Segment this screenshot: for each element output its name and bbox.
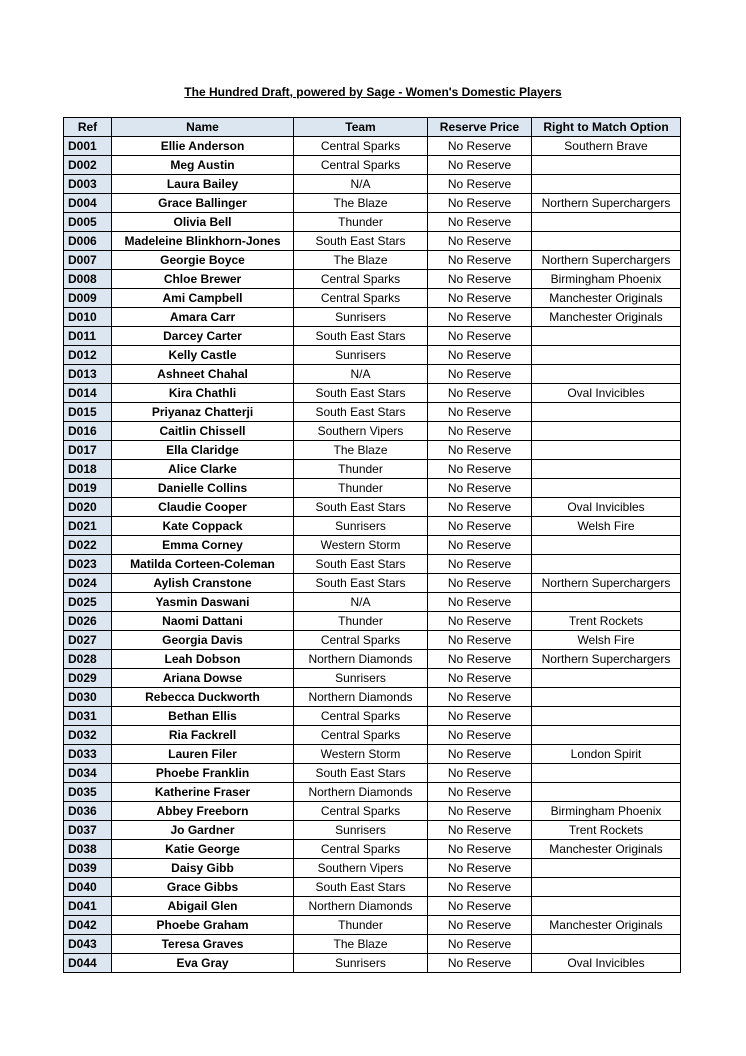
ref-cell: D035 xyxy=(64,783,112,802)
table-row xyxy=(64,859,681,878)
table-row xyxy=(64,213,681,232)
reserve-price-cell: No Reserve xyxy=(428,403,532,422)
name-cell: Phoebe Graham xyxy=(112,916,294,935)
reserve-price-cell: No Reserve xyxy=(428,840,532,859)
header-row xyxy=(64,118,681,137)
table-row xyxy=(64,688,681,707)
team-cell: Sunrisers xyxy=(294,821,428,840)
name-cell: Leah Dobson xyxy=(112,650,294,669)
players-table xyxy=(63,117,681,973)
right-to-match-cell: Manchester Originals xyxy=(532,916,681,935)
right-to-match-cell xyxy=(532,232,681,251)
reserve-price-cell: No Reserve xyxy=(428,954,532,973)
team-cell: Western Storm xyxy=(294,536,428,555)
team-cell: South East Stars xyxy=(294,498,428,517)
name-cell: Olivia Bell xyxy=(112,213,294,232)
team-cell: South East Stars xyxy=(294,232,428,251)
table-body xyxy=(64,137,681,973)
right-to-match-cell: Welsh Fire xyxy=(532,631,681,650)
right-to-match-cell: Southern Brave xyxy=(532,137,681,156)
right-to-match-cell xyxy=(532,707,681,726)
right-to-match-cell xyxy=(532,897,681,916)
team-cell: Sunrisers xyxy=(294,346,428,365)
table-row xyxy=(64,916,681,935)
header-team: Team xyxy=(294,118,428,137)
reserve-price-cell: No Reserve xyxy=(428,612,532,631)
reserve-price-cell: No Reserve xyxy=(428,574,532,593)
ref-cell: D044 xyxy=(64,954,112,973)
team-cell: Thunder xyxy=(294,460,428,479)
ref-cell: D036 xyxy=(64,802,112,821)
table-row xyxy=(64,327,681,346)
table-row xyxy=(64,878,681,897)
ref-cell: D017 xyxy=(64,441,112,460)
table-row xyxy=(64,669,681,688)
ref-cell: D004 xyxy=(64,194,112,213)
right-to-match-cell: Oval Invicibles xyxy=(532,384,681,403)
name-cell: Rebecca Duckworth xyxy=(112,688,294,707)
reserve-price-cell: No Reserve xyxy=(428,669,532,688)
reserve-price-cell: No Reserve xyxy=(428,137,532,156)
team-cell: The Blaze xyxy=(294,251,428,270)
team-cell: South East Stars xyxy=(294,574,428,593)
team-cell: Central Sparks xyxy=(294,707,428,726)
table-row xyxy=(64,840,681,859)
reserve-price-cell: No Reserve xyxy=(428,346,532,365)
ref-cell: D013 xyxy=(64,365,112,384)
ref-cell: D032 xyxy=(64,726,112,745)
table-row xyxy=(64,631,681,650)
reserve-price-cell: No Reserve xyxy=(428,802,532,821)
table-row xyxy=(64,365,681,384)
reserve-price-cell: No Reserve xyxy=(428,365,532,384)
table-row xyxy=(64,194,681,213)
right-to-match-cell xyxy=(532,479,681,498)
ref-cell: D033 xyxy=(64,745,112,764)
ref-cell: D015 xyxy=(64,403,112,422)
table-row xyxy=(64,783,681,802)
team-cell: Central Sparks xyxy=(294,289,428,308)
reserve-price-cell: No Reserve xyxy=(428,384,532,403)
reserve-price-cell: No Reserve xyxy=(428,308,532,327)
right-to-match-cell xyxy=(532,764,681,783)
table-row xyxy=(64,156,681,175)
reserve-price-cell: No Reserve xyxy=(428,441,532,460)
team-cell: Thunder xyxy=(294,479,428,498)
reserve-price-cell: No Reserve xyxy=(428,156,532,175)
table-row xyxy=(64,403,681,422)
reserve-price-cell: No Reserve xyxy=(428,878,532,897)
right-to-match-cell xyxy=(532,688,681,707)
ref-cell: D028 xyxy=(64,650,112,669)
name-cell: Kira Chathli xyxy=(112,384,294,403)
table-row xyxy=(64,498,681,517)
team-cell: South East Stars xyxy=(294,403,428,422)
right-to-match-cell: London Spirit xyxy=(532,745,681,764)
table-row xyxy=(64,764,681,783)
ref-cell: D001 xyxy=(64,137,112,156)
name-cell: Abigail Glen xyxy=(112,897,294,916)
name-cell: Ria Fackrell xyxy=(112,726,294,745)
reserve-price-cell: No Reserve xyxy=(428,593,532,612)
team-cell: N/A xyxy=(294,593,428,612)
team-cell: Northern Diamonds xyxy=(294,897,428,916)
team-cell: South East Stars xyxy=(294,327,428,346)
reserve-price-cell: No Reserve xyxy=(428,270,532,289)
ref-cell: D003 xyxy=(64,175,112,194)
team-cell: South East Stars xyxy=(294,764,428,783)
team-cell: The Blaze xyxy=(294,194,428,213)
right-to-match-cell: Northern Superchargers xyxy=(532,574,681,593)
ref-cell: D023 xyxy=(64,555,112,574)
team-cell: Thunder xyxy=(294,916,428,935)
name-cell: Ami Campbell xyxy=(112,289,294,308)
reserve-price-cell: No Reserve xyxy=(428,783,532,802)
right-to-match-cell xyxy=(532,327,681,346)
team-cell: N/A xyxy=(294,365,428,384)
ref-cell: D041 xyxy=(64,897,112,916)
table-row xyxy=(64,897,681,916)
reserve-price-cell: No Reserve xyxy=(428,479,532,498)
team-cell: Central Sparks xyxy=(294,726,428,745)
name-cell: Kate Coppack xyxy=(112,517,294,536)
right-to-match-cell xyxy=(532,346,681,365)
name-cell: Alice Clarke xyxy=(112,460,294,479)
ref-cell: D021 xyxy=(64,517,112,536)
team-cell: South East Stars xyxy=(294,384,428,403)
name-cell: Ella Claridge xyxy=(112,441,294,460)
team-cell: Northern Diamonds xyxy=(294,688,428,707)
table-row xyxy=(64,232,681,251)
right-to-match-cell: Northern Superchargers xyxy=(532,194,681,213)
name-cell: Bethan Ellis xyxy=(112,707,294,726)
ref-cell: D026 xyxy=(64,612,112,631)
header-ref: Ref xyxy=(64,118,112,137)
team-cell: South East Stars xyxy=(294,878,428,897)
name-cell: Emma Corney xyxy=(112,536,294,555)
reserve-price-cell: No Reserve xyxy=(428,631,532,650)
ref-cell: D025 xyxy=(64,593,112,612)
ref-cell: D034 xyxy=(64,764,112,783)
ref-cell: D039 xyxy=(64,859,112,878)
name-cell: Madeleine Blinkhorn-Jones xyxy=(112,232,294,251)
ref-cell: D019 xyxy=(64,479,112,498)
team-cell: Sunrisers xyxy=(294,517,428,536)
table-row xyxy=(64,935,681,954)
team-cell: Western Storm xyxy=(294,745,428,764)
reserve-price-cell: No Reserve xyxy=(428,745,532,764)
ref-cell: D030 xyxy=(64,688,112,707)
reserve-price-cell: No Reserve xyxy=(428,726,532,745)
right-to-match-cell: Northern Superchargers xyxy=(532,251,681,270)
name-cell: Amara Carr xyxy=(112,308,294,327)
ref-cell: D011 xyxy=(64,327,112,346)
ref-cell: D008 xyxy=(64,270,112,289)
table-header xyxy=(64,118,681,137)
name-cell: Ellie Anderson xyxy=(112,137,294,156)
right-to-match-cell: Manchester Originals xyxy=(532,840,681,859)
ref-cell: D038 xyxy=(64,840,112,859)
team-cell: N/A xyxy=(294,175,428,194)
reserve-price-cell: No Reserve xyxy=(428,194,532,213)
document-title: The Hundred Draft, powered by Sage - Women's Domestic Players xyxy=(184,85,562,99)
name-cell: Grace Gibbs xyxy=(112,878,294,897)
table-row xyxy=(64,175,681,194)
right-to-match-cell: Oval Invicibles xyxy=(532,498,681,517)
reserve-price-cell: No Reserve xyxy=(428,859,532,878)
reserve-price-cell: No Reserve xyxy=(428,764,532,783)
ref-cell: D020 xyxy=(64,498,112,517)
right-to-match-cell xyxy=(532,441,681,460)
reserve-price-cell: No Reserve xyxy=(428,498,532,517)
ref-cell: D005 xyxy=(64,213,112,232)
right-to-match-cell xyxy=(532,935,681,954)
team-cell: Central Sparks xyxy=(294,156,428,175)
ref-cell: D018 xyxy=(64,460,112,479)
table-row xyxy=(64,441,681,460)
team-cell: Central Sparks xyxy=(294,137,428,156)
reserve-price-cell: No Reserve xyxy=(428,517,532,536)
team-cell: Central Sparks xyxy=(294,840,428,859)
reserve-price-cell: No Reserve xyxy=(428,897,532,916)
table-row xyxy=(64,954,681,973)
ref-cell: D027 xyxy=(64,631,112,650)
team-cell: Thunder xyxy=(294,612,428,631)
table-row xyxy=(64,821,681,840)
right-to-match-cell xyxy=(532,460,681,479)
table-row xyxy=(64,707,681,726)
ref-cell: D024 xyxy=(64,574,112,593)
reserve-price-cell: No Reserve xyxy=(428,251,532,270)
ref-cell: D002 xyxy=(64,156,112,175)
name-cell: Daisy Gibb xyxy=(112,859,294,878)
team-cell: Central Sparks xyxy=(294,802,428,821)
right-to-match-cell: Manchester Originals xyxy=(532,289,681,308)
name-cell: Matilda Corteen-Coleman xyxy=(112,555,294,574)
table-row xyxy=(64,745,681,764)
ref-cell: D010 xyxy=(64,308,112,327)
ref-cell: D007 xyxy=(64,251,112,270)
team-cell: Northern Diamonds xyxy=(294,650,428,669)
header-name: Name xyxy=(112,118,294,137)
right-to-match-cell: Trent Rockets xyxy=(532,612,681,631)
name-cell: Caitlin Chissell xyxy=(112,422,294,441)
reserve-price-cell: No Reserve xyxy=(428,232,532,251)
ref-cell: D014 xyxy=(64,384,112,403)
table-row xyxy=(64,517,681,536)
reserve-price-cell: No Reserve xyxy=(428,821,532,840)
ref-cell: D022 xyxy=(64,536,112,555)
name-cell: Ariana Dowse xyxy=(112,669,294,688)
table-row xyxy=(64,308,681,327)
reserve-price-cell: No Reserve xyxy=(428,327,532,346)
name-cell: Georgie Boyce xyxy=(112,251,294,270)
ref-cell: D037 xyxy=(64,821,112,840)
table-row xyxy=(64,802,681,821)
name-cell: Naomi Dattani xyxy=(112,612,294,631)
name-cell: Abbey Freeborn xyxy=(112,802,294,821)
right-to-match-cell xyxy=(532,669,681,688)
table-row xyxy=(64,726,681,745)
reserve-price-cell: No Reserve xyxy=(428,460,532,479)
team-cell: Sunrisers xyxy=(294,954,428,973)
right-to-match-cell: Welsh Fire xyxy=(532,517,681,536)
team-cell: Thunder xyxy=(294,213,428,232)
right-to-match-cell xyxy=(532,213,681,232)
table-row xyxy=(64,536,681,555)
right-to-match-cell xyxy=(532,175,681,194)
table-row xyxy=(64,137,681,156)
name-cell: Danielle Collins xyxy=(112,479,294,498)
right-to-match-cell xyxy=(532,555,681,574)
reserve-price-cell: No Reserve xyxy=(428,213,532,232)
right-to-match-cell xyxy=(532,859,681,878)
header-right-to-match: Right to Match Option xyxy=(532,118,681,137)
right-to-match-cell xyxy=(532,403,681,422)
right-to-match-cell xyxy=(532,536,681,555)
ref-cell: D031 xyxy=(64,707,112,726)
team-cell: Sunrisers xyxy=(294,308,428,327)
right-to-match-cell: Birmingham Phoenix xyxy=(532,802,681,821)
name-cell: Priyanaz Chatterji xyxy=(112,403,294,422)
reserve-price-cell: No Reserve xyxy=(428,555,532,574)
right-to-match-cell xyxy=(532,878,681,897)
table-row xyxy=(64,593,681,612)
name-cell: Phoebe Franklin xyxy=(112,764,294,783)
right-to-match-cell xyxy=(532,783,681,802)
reserve-price-cell: No Reserve xyxy=(428,916,532,935)
right-to-match-cell xyxy=(532,156,681,175)
name-cell: Yasmin Daswani xyxy=(112,593,294,612)
reserve-price-cell: No Reserve xyxy=(428,688,532,707)
team-cell: The Blaze xyxy=(294,441,428,460)
name-cell: Lauren Filer xyxy=(112,745,294,764)
ref-cell: D029 xyxy=(64,669,112,688)
name-cell: Katie George xyxy=(112,840,294,859)
team-cell: Southern Vipers xyxy=(294,422,428,441)
team-cell: Central Sparks xyxy=(294,631,428,650)
right-to-match-cell: Northern Superchargers xyxy=(532,650,681,669)
ref-cell: D009 xyxy=(64,289,112,308)
name-cell: Darcey Carter xyxy=(112,327,294,346)
team-cell: Central Sparks xyxy=(294,270,428,289)
ref-cell: D012 xyxy=(64,346,112,365)
table-row xyxy=(64,555,681,574)
reserve-price-cell: No Reserve xyxy=(428,422,532,441)
table-row xyxy=(64,650,681,669)
reserve-price-cell: No Reserve xyxy=(428,707,532,726)
table-row xyxy=(64,422,681,441)
name-cell: Claudie Cooper xyxy=(112,498,294,517)
name-cell: Jo Gardner xyxy=(112,821,294,840)
reserve-price-cell: No Reserve xyxy=(428,289,532,308)
table-row xyxy=(64,384,681,403)
reserve-price-cell: No Reserve xyxy=(428,935,532,954)
right-to-match-cell: Oval Invicibles xyxy=(532,954,681,973)
ref-cell: D040 xyxy=(64,878,112,897)
table-row xyxy=(64,251,681,270)
name-cell: Chloe Brewer xyxy=(112,270,294,289)
table-row xyxy=(64,460,681,479)
reserve-price-cell: No Reserve xyxy=(428,175,532,194)
table-row xyxy=(64,289,681,308)
name-cell: Katherine Fraser xyxy=(112,783,294,802)
table-row xyxy=(64,479,681,498)
reserve-price-cell: No Reserve xyxy=(428,650,532,669)
right-to-match-cell xyxy=(532,726,681,745)
right-to-match-cell: Birmingham Phoenix xyxy=(532,270,681,289)
table-row xyxy=(64,574,681,593)
table-row xyxy=(64,270,681,289)
ref-cell: D016 xyxy=(64,422,112,441)
reserve-price-cell: No Reserve xyxy=(428,536,532,555)
team-cell: Sunrisers xyxy=(294,669,428,688)
team-cell: Northern Diamonds xyxy=(294,783,428,802)
team-cell: Southern Vipers xyxy=(294,859,428,878)
name-cell: Ashneet Chahal xyxy=(112,365,294,384)
ref-cell: D006 xyxy=(64,232,112,251)
name-cell: Kelly Castle xyxy=(112,346,294,365)
name-cell: Aylish Cranstone xyxy=(112,574,294,593)
name-cell: Grace Ballinger xyxy=(112,194,294,213)
right-to-match-cell: Trent Rockets xyxy=(532,821,681,840)
right-to-match-cell xyxy=(532,422,681,441)
name-cell: Laura Bailey xyxy=(112,175,294,194)
right-to-match-cell xyxy=(532,593,681,612)
table-row xyxy=(64,346,681,365)
table-row xyxy=(64,612,681,631)
name-cell: Eva Gray xyxy=(112,954,294,973)
name-cell: Meg Austin xyxy=(112,156,294,175)
ref-cell: D042 xyxy=(64,916,112,935)
ref-cell: D043 xyxy=(64,935,112,954)
team-cell: The Blaze xyxy=(294,935,428,954)
name-cell: Teresa Graves xyxy=(112,935,294,954)
team-cell: South East Stars xyxy=(294,555,428,574)
right-to-match-cell xyxy=(532,365,681,384)
right-to-match-cell: Manchester Originals xyxy=(532,308,681,327)
header-reserve-price: Reserve Price xyxy=(428,118,532,137)
name-cell: Georgia Davis xyxy=(112,631,294,650)
